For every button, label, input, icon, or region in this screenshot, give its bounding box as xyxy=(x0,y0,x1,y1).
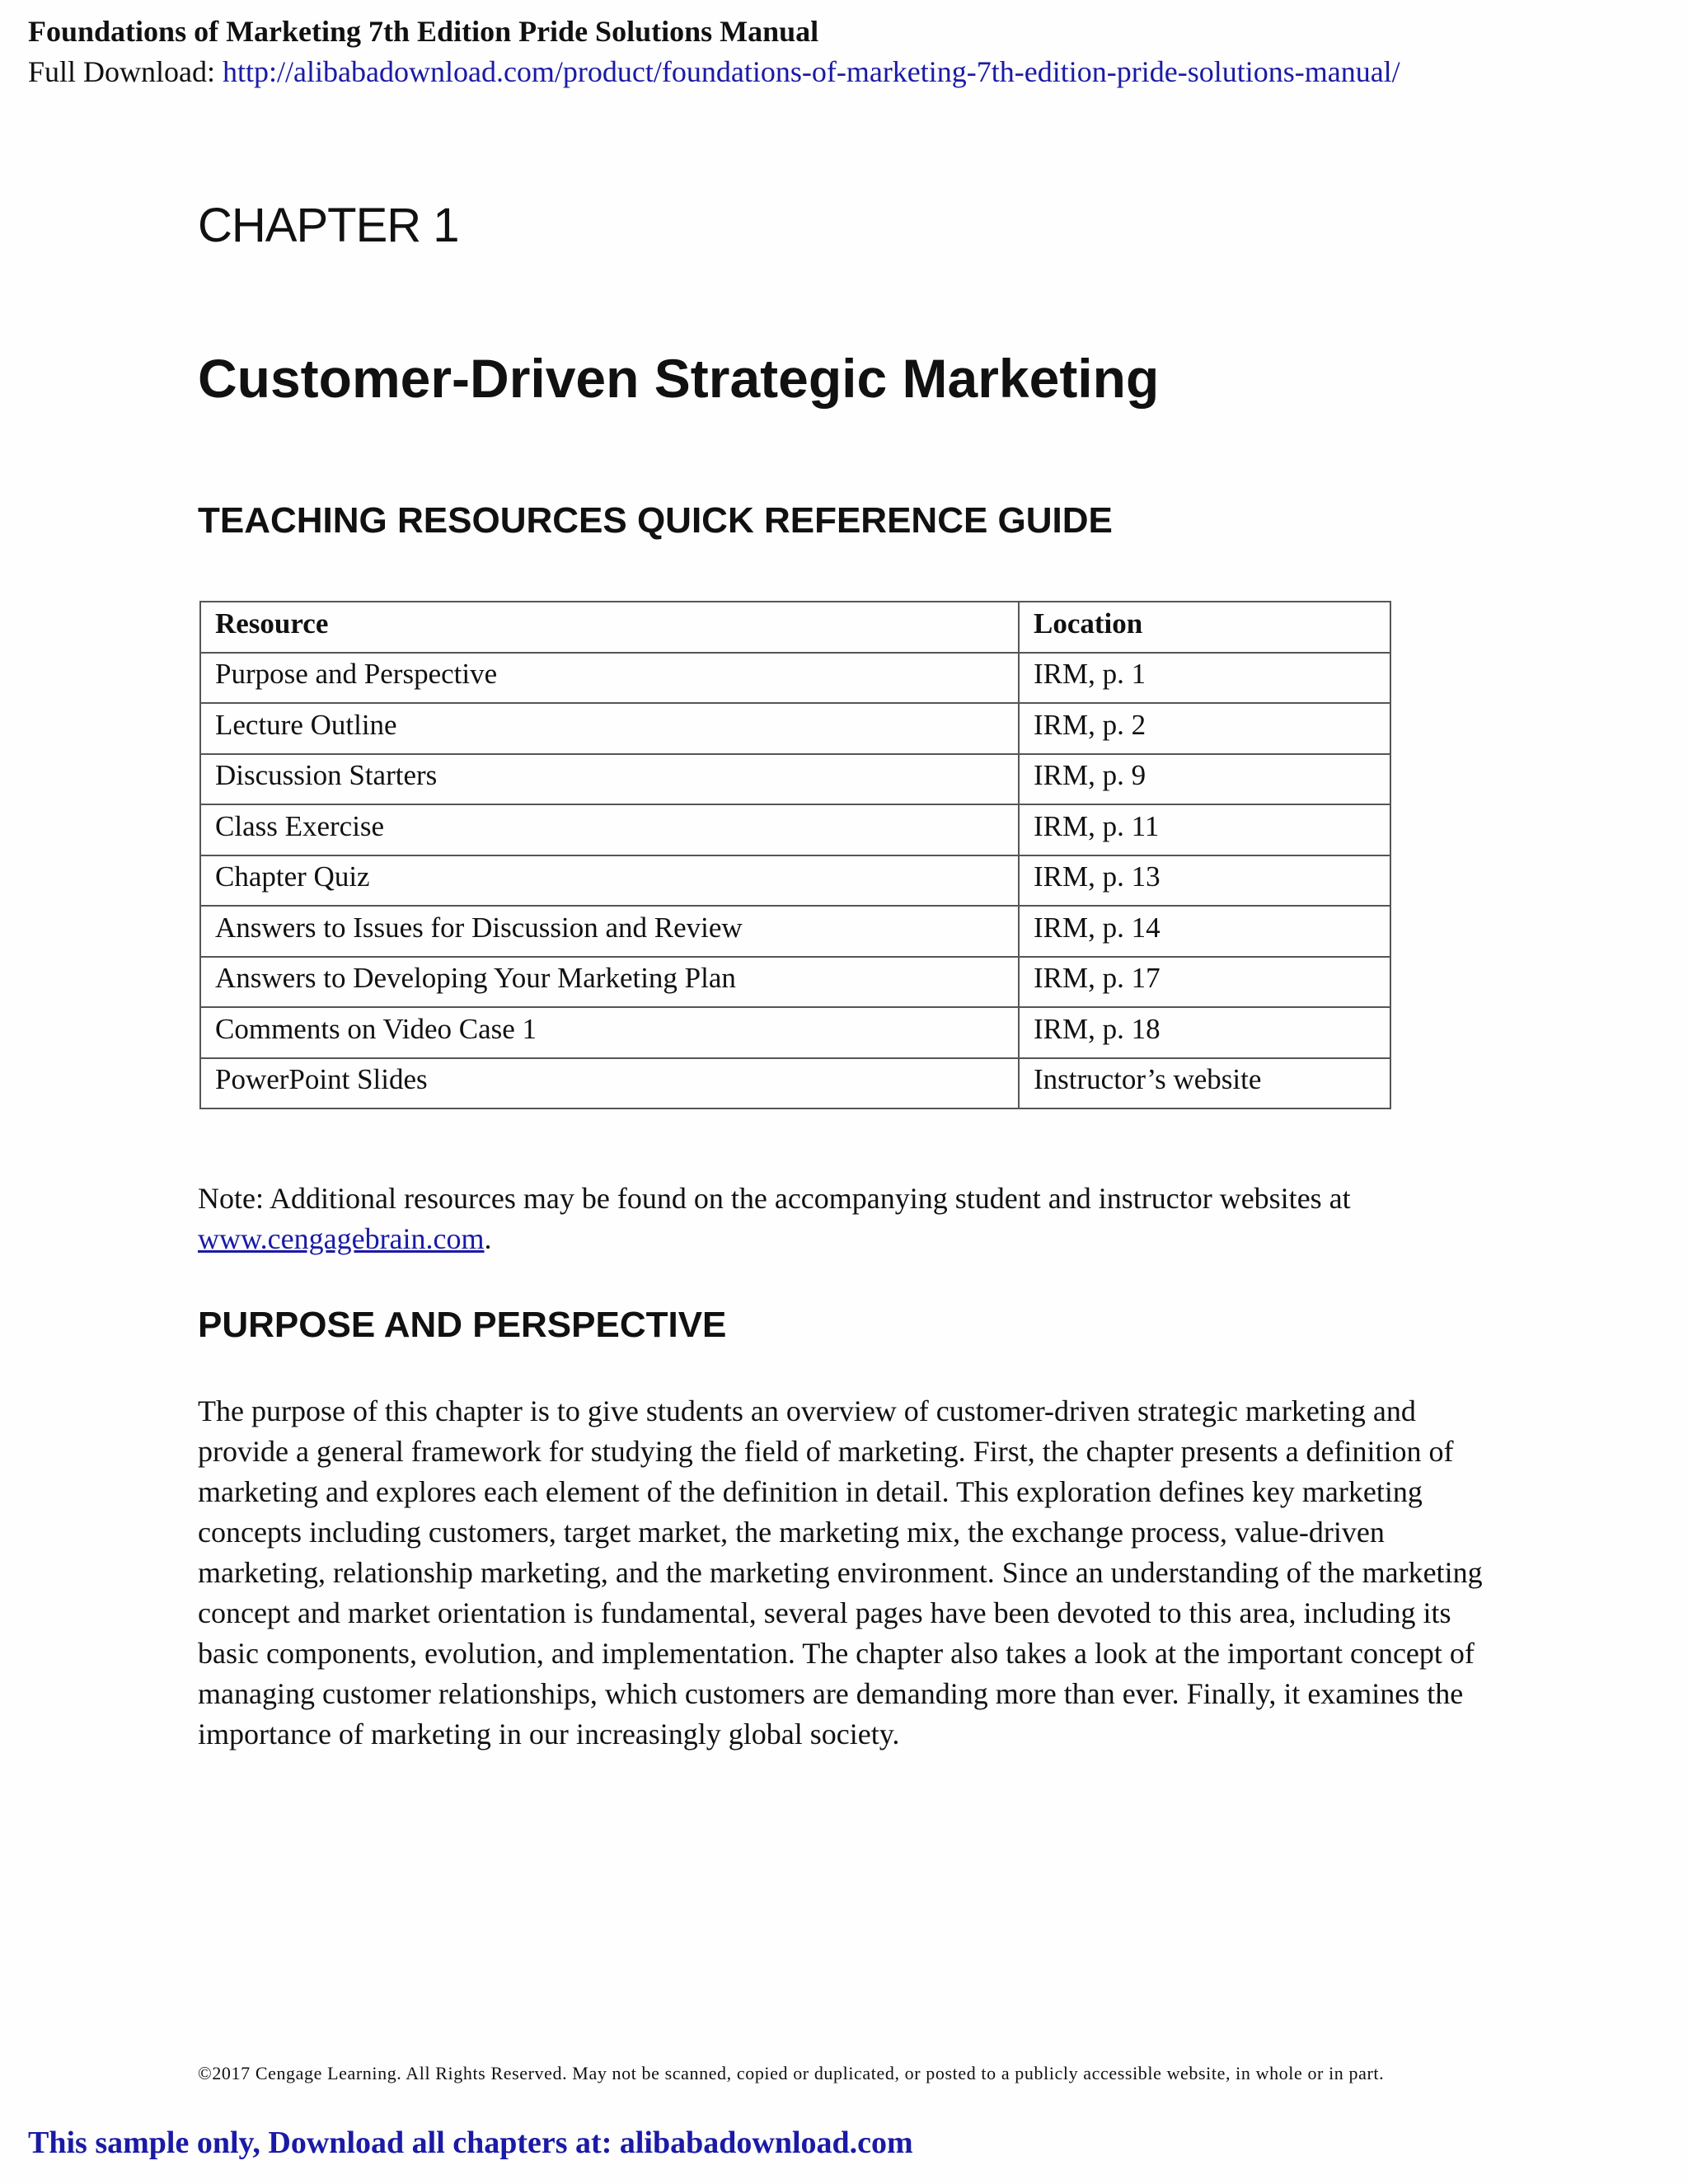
resource-cell: Lecture Outline xyxy=(200,703,1019,754)
banner-title: Foundations of Marketing 7th Edition Pride Solutions Manual xyxy=(28,15,819,48)
location-cell: IRM, p. 13 xyxy=(1019,855,1390,907)
cengagebrain-link[interactable]: www.cengagebrain.com xyxy=(198,1222,485,1255)
chapter-label: CHAPTER 1 xyxy=(198,199,459,252)
resource-cell: Discussion Starters xyxy=(200,754,1019,805)
column-header-location: Location xyxy=(1019,602,1390,653)
location-cell: IRM, p. 2 xyxy=(1019,703,1390,754)
column-header-resource: Resource xyxy=(200,602,1019,653)
location-cell: IRM, p. 1 xyxy=(1019,653,1390,704)
download-all-chapters-banner[interactable]: This sample only, Download all chapters at: alibabadownload.com xyxy=(28,2125,913,2160)
purpose-heading: PURPOSE AND PERSPECTIVE xyxy=(198,1305,727,1345)
resource-cell: Answers to Developing Your Marketing Plan xyxy=(200,957,1019,1008)
banner-download-line xyxy=(28,51,1660,92)
resource-cell: Chapter Quiz xyxy=(200,855,1019,907)
purpose-paragraph: The purpose of this chapter is to give students an overview of customer-driven strategic marketing and provide a general framework for studying the field of marketing. First, the chapter presents a definition of marketing and explores each element of the definition in detail. This exploration defines key marketing concepts including customers, target market, the marketing mix, the exchange process, value-driven marketing, relationship marketing, and the marketing environment. Since an understanding of the marketing concept and market orientation is fundamental, several pages have been devoted to this area, including its basic components, evolution, and implementation. The chapter also takes a look at the important concept of managing customer relationships, which customers are demanding more than ever. Finally, it examines the importance of marketing in our increasingly global society. xyxy=(198,1394,1483,1750)
note-text: Note: Additional resources may be found on the accompanying student and instructor websites at xyxy=(198,1182,1351,1215)
resource-table xyxy=(199,601,1391,1109)
resource-cell: Comments on Video Case 1 xyxy=(200,1007,1019,1058)
copyright-notice: ©2017 Cengage Learning. All Rights Reserved. May not be scanned, copied or duplicated, or posted to a publicly accessible website, in whole or in part. xyxy=(198,2063,1385,2083)
location-cell: IRM, p. 11 xyxy=(1019,804,1390,855)
resource-cell: PowerPoint Slides xyxy=(200,1058,1019,1109)
location-cell: IRM, p. 14 xyxy=(1019,906,1390,957)
table-row xyxy=(200,1058,1390,1109)
location-cell: IRM, p. 9 xyxy=(1019,754,1390,805)
chapter-title: Customer-Driven Strategic Marketing xyxy=(198,348,1160,409)
table-row xyxy=(200,855,1390,907)
download-link[interactable]: http://alibabadownload.com/product/foundations-of-marketing-7th-edition-pride-solutions-manual/ xyxy=(223,55,1400,88)
top-banner xyxy=(28,12,1660,92)
reference-guide-heading: TEACHING RESOURCES QUICK REFERENCE GUIDE xyxy=(198,500,1113,541)
location-cell: IRM, p. 17 xyxy=(1019,957,1390,1008)
resources-note xyxy=(198,1179,1484,1259)
table-row xyxy=(200,906,1390,957)
resource-cell: Answers to Issues for Discussion and Review xyxy=(200,906,1019,957)
table-row xyxy=(200,804,1390,855)
resource-cell: Purpose and Perspective xyxy=(200,653,1019,704)
resource-cell: Class Exercise xyxy=(200,804,1019,855)
table-row xyxy=(200,1007,1390,1058)
location-cell: IRM, p. 18 xyxy=(1019,1007,1390,1058)
table-header-row xyxy=(200,602,1390,653)
table-row xyxy=(200,653,1390,704)
location-cell: Instructor’s website xyxy=(1019,1058,1390,1109)
note-suffix: . xyxy=(484,1222,492,1255)
table-row xyxy=(200,703,1390,754)
download-label: Full Download: xyxy=(28,55,223,88)
table-row xyxy=(200,754,1390,805)
table-row xyxy=(200,957,1390,1008)
